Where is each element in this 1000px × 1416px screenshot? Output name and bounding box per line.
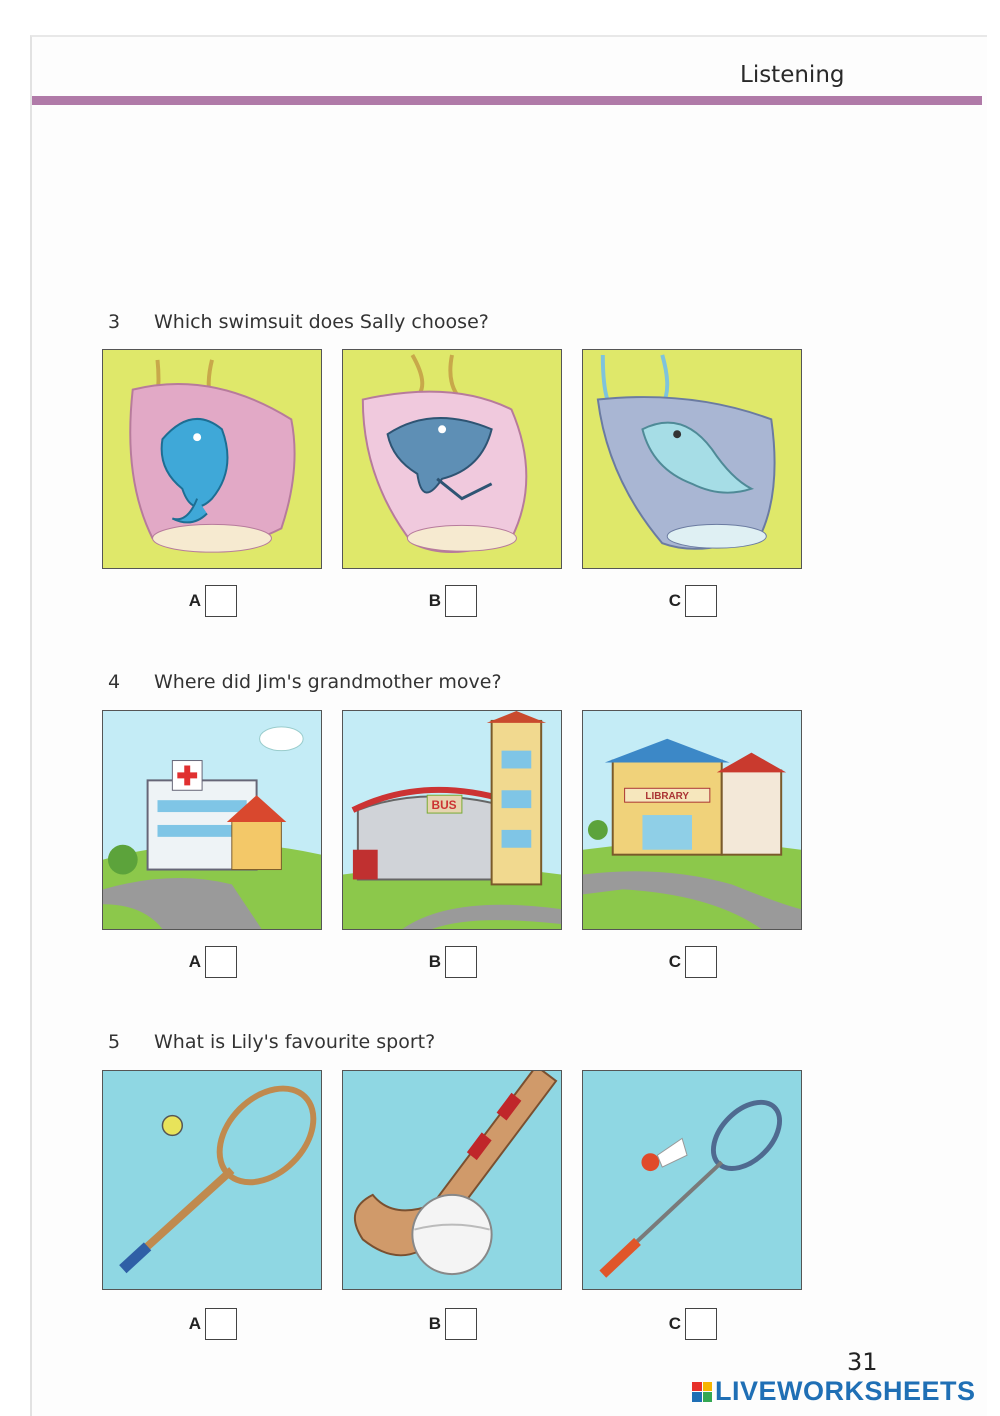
option-3c [663, 585, 717, 617]
library-sign: LIBRARY [645, 791, 690, 803]
option-letter: A [188, 1314, 201, 1333]
question-number: 4 [108, 671, 121, 693]
question-4 [108, 671, 502, 693]
pink-dolphin-swimsuit-icon[interactable] [102, 349, 322, 569]
hockey-stick-icon[interactable] [342, 1070, 562, 1290]
brand-icon [692, 1382, 712, 1402]
option-letter: B [428, 1314, 441, 1333]
answer-box[interactable] [205, 585, 237, 617]
badminton-racket-icon[interactable] [582, 1070, 802, 1290]
option-4a [183, 946, 237, 978]
option-5a [183, 1308, 237, 1340]
option-letter: C [668, 952, 681, 971]
bus-sign: BUS [431, 798, 457, 813]
option-3b [423, 585, 477, 617]
header-rule [32, 96, 982, 105]
option-letter: A [188, 591, 201, 610]
answer-box[interactable] [685, 585, 717, 617]
answer-box[interactable] [445, 1308, 477, 1340]
option-letter: B [428, 591, 441, 610]
question-number: 3 [108, 311, 121, 333]
option-5b [423, 1308, 477, 1340]
question-number: 5 [108, 1031, 121, 1053]
answer-box[interactable] [445, 946, 477, 978]
page-number: 31 [847, 1348, 878, 1376]
tennis-racket-icon[interactable] [102, 1070, 322, 1290]
question-text: What is Lily's favourite sport? [154, 1031, 436, 1053]
question-3 [108, 311, 489, 333]
question-5 [108, 1031, 435, 1053]
blue-dolphin-swimsuit-icon[interactable] [582, 349, 802, 569]
answer-box[interactable] [685, 946, 717, 978]
section-title: Listening [740, 62, 845, 88]
option-4b [423, 946, 477, 978]
option-letter: A [188, 952, 201, 971]
answer-box[interactable] [205, 1308, 237, 1340]
option-letter: B [428, 952, 441, 971]
answer-box[interactable] [685, 1308, 717, 1340]
option-3a [183, 585, 237, 617]
pink-shark-swimsuit-icon[interactable] [342, 349, 562, 569]
bus-station-icon[interactable] [342, 710, 562, 930]
option-5c [663, 1308, 717, 1340]
hospital-icon[interactable] [102, 710, 322, 930]
library-icon[interactable] [582, 710, 802, 930]
liveworksheets-logo[interactable] [692, 1376, 976, 1407]
brand-name: LIVEWORKSHEETS [715, 1376, 976, 1406]
option-letter: C [668, 1314, 681, 1333]
answer-box[interactable] [445, 585, 477, 617]
option-letter: C [668, 591, 681, 610]
question-text: Which swimsuit does Sally choose? [154, 311, 489, 333]
answer-box[interactable] [205, 946, 237, 978]
question-text: Where did Jim's grandmother move? [154, 671, 502, 693]
option-4c [663, 946, 717, 978]
